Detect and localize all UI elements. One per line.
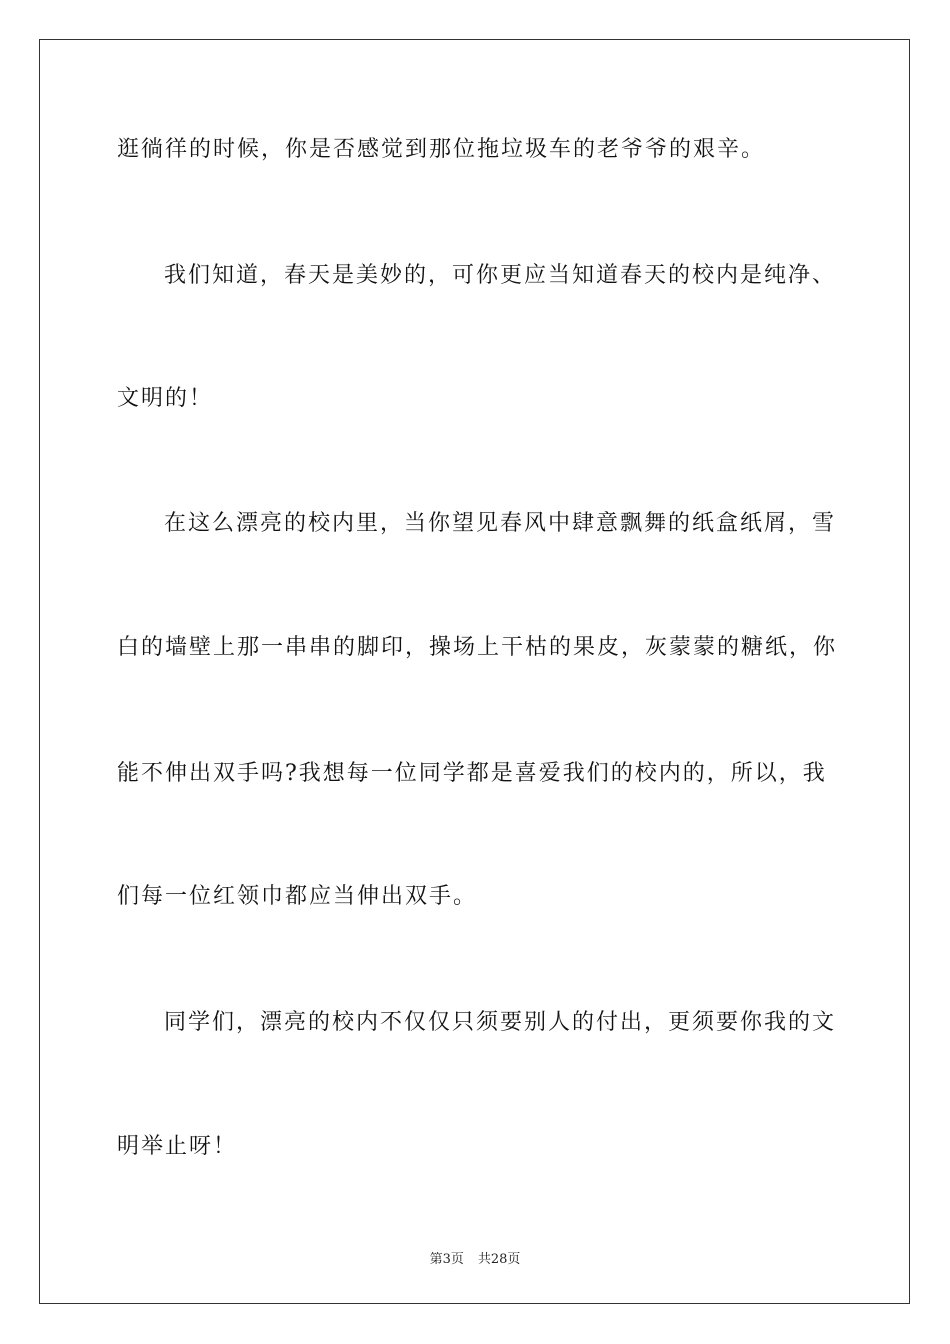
page-number: 第3页 [429, 1252, 464, 1267]
text-line: 们每一位红领巾都应当伸出双手。 [117, 884, 478, 909]
page-frame [39, 39, 910, 1304]
text-line: 逛徜徉的时候，你是否感觉到那位拖垃圾车的老爷爷的艰辛。 [117, 137, 766, 162]
text-line: 白的墙壁上那一串串的脚印，操场上干枯的果皮，灰蒙蒙的糖纸，你 [117, 635, 838, 660]
page-total: 共28页 [477, 1252, 521, 1267]
text-line: 同学们，漂亮的校内不仅仅只须要别人的付出，更须要你我的文 [164, 1010, 837, 1035]
page-footer [0, 1248, 950, 1267]
text-line: 在这么漂亮的校内里，当你望见春风中肆意飘舞的纸盒纸屑，雪 [164, 511, 837, 536]
text-line: 能不伸出双手吗?我想每一位同学都是喜爱我们的校内的，所以，我 [117, 761, 827, 786]
text-line: 文明的！ [117, 386, 214, 411]
text-line: 我们知道，春天是美妙的，可你更应当知道春天的校内是纯净、 [164, 263, 837, 288]
text-line: 明举止呀！ [117, 1134, 238, 1159]
